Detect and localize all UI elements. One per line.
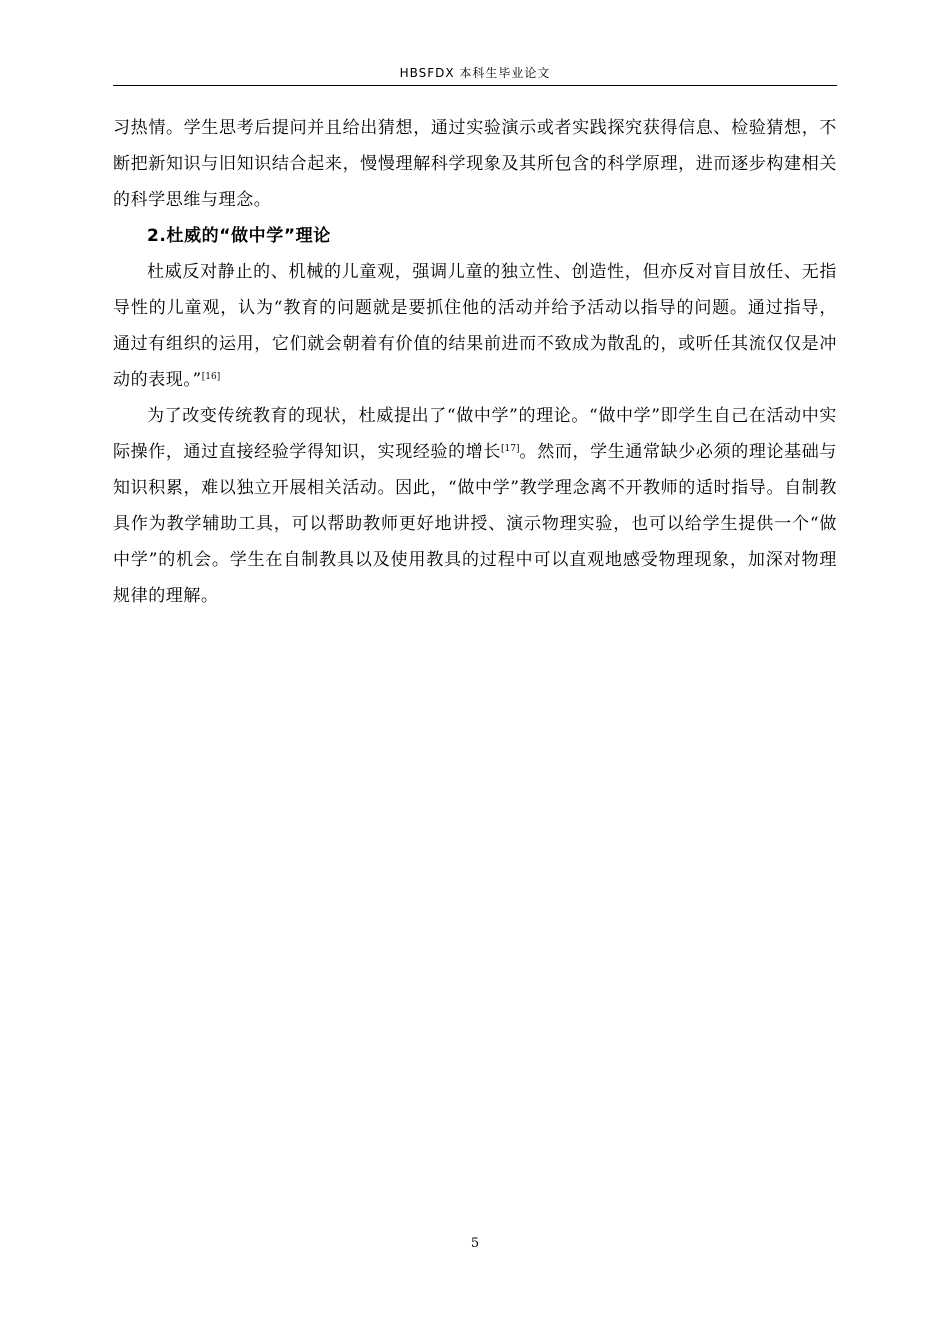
paragraph-dewey-view [113,254,837,398]
citation-ref: [17] [501,444,520,454]
paragraph-text: 。然而，学生通常缺少必须的理论基础与知识积累，难以独立开展相关活动。因此，“做中学”教学理念离不开教师的适时指导。自制教具作为教学辅助工具，可以帮助教师更好地讲授、演示物理实验，也可以给学生提供一个“做中学”的机会。学生在自制教具以及使用教具的过程中可以直观地感受物理现象，加深对物理规律的理解。 [113,442,837,606]
paragraph-text: 为了改变传统教育的现状，杜威提出了“做中学”的理论。“做中学”即学生自己在活动中实际操作，通过直接经验学得知识，实现经验的增长 [113,406,837,462]
page-body [113,110,837,614]
paragraph-continued: 习热情。学生思考后提问并且给出猜想，通过实验演示或者实践探究获得信息、检验猜想，不断把新知识与旧知识结合起来，慢慢理解科学现象及其所包含的科学原理，进而逐步构建相关的科学思维与理念。 [113,118,837,210]
running-header: HBSFDX 本科生毕业论文 [399,66,551,80]
paragraph-text: 杜威反对静止的、机械的儿童观，强调儿童的独立性、创造性，但亦反对盲目放任、无指导性的儿童观，认为“教育的问题就是要抓住他的活动并给予活动以指导的问题。通过指导，通过有组织的运用，它们就会朝着有价值的结果前进而不致成为散乱的，或听任其流仅仅是冲动的表现。” [113,262,837,390]
page-number: 5 [470,1236,480,1251]
citation-ref: [16] [201,372,221,382]
header-divider [113,85,837,86]
section-heading: 2.杜威的“做中学”理论 [147,226,331,246]
paragraph-learning-by-doing [113,398,837,614]
